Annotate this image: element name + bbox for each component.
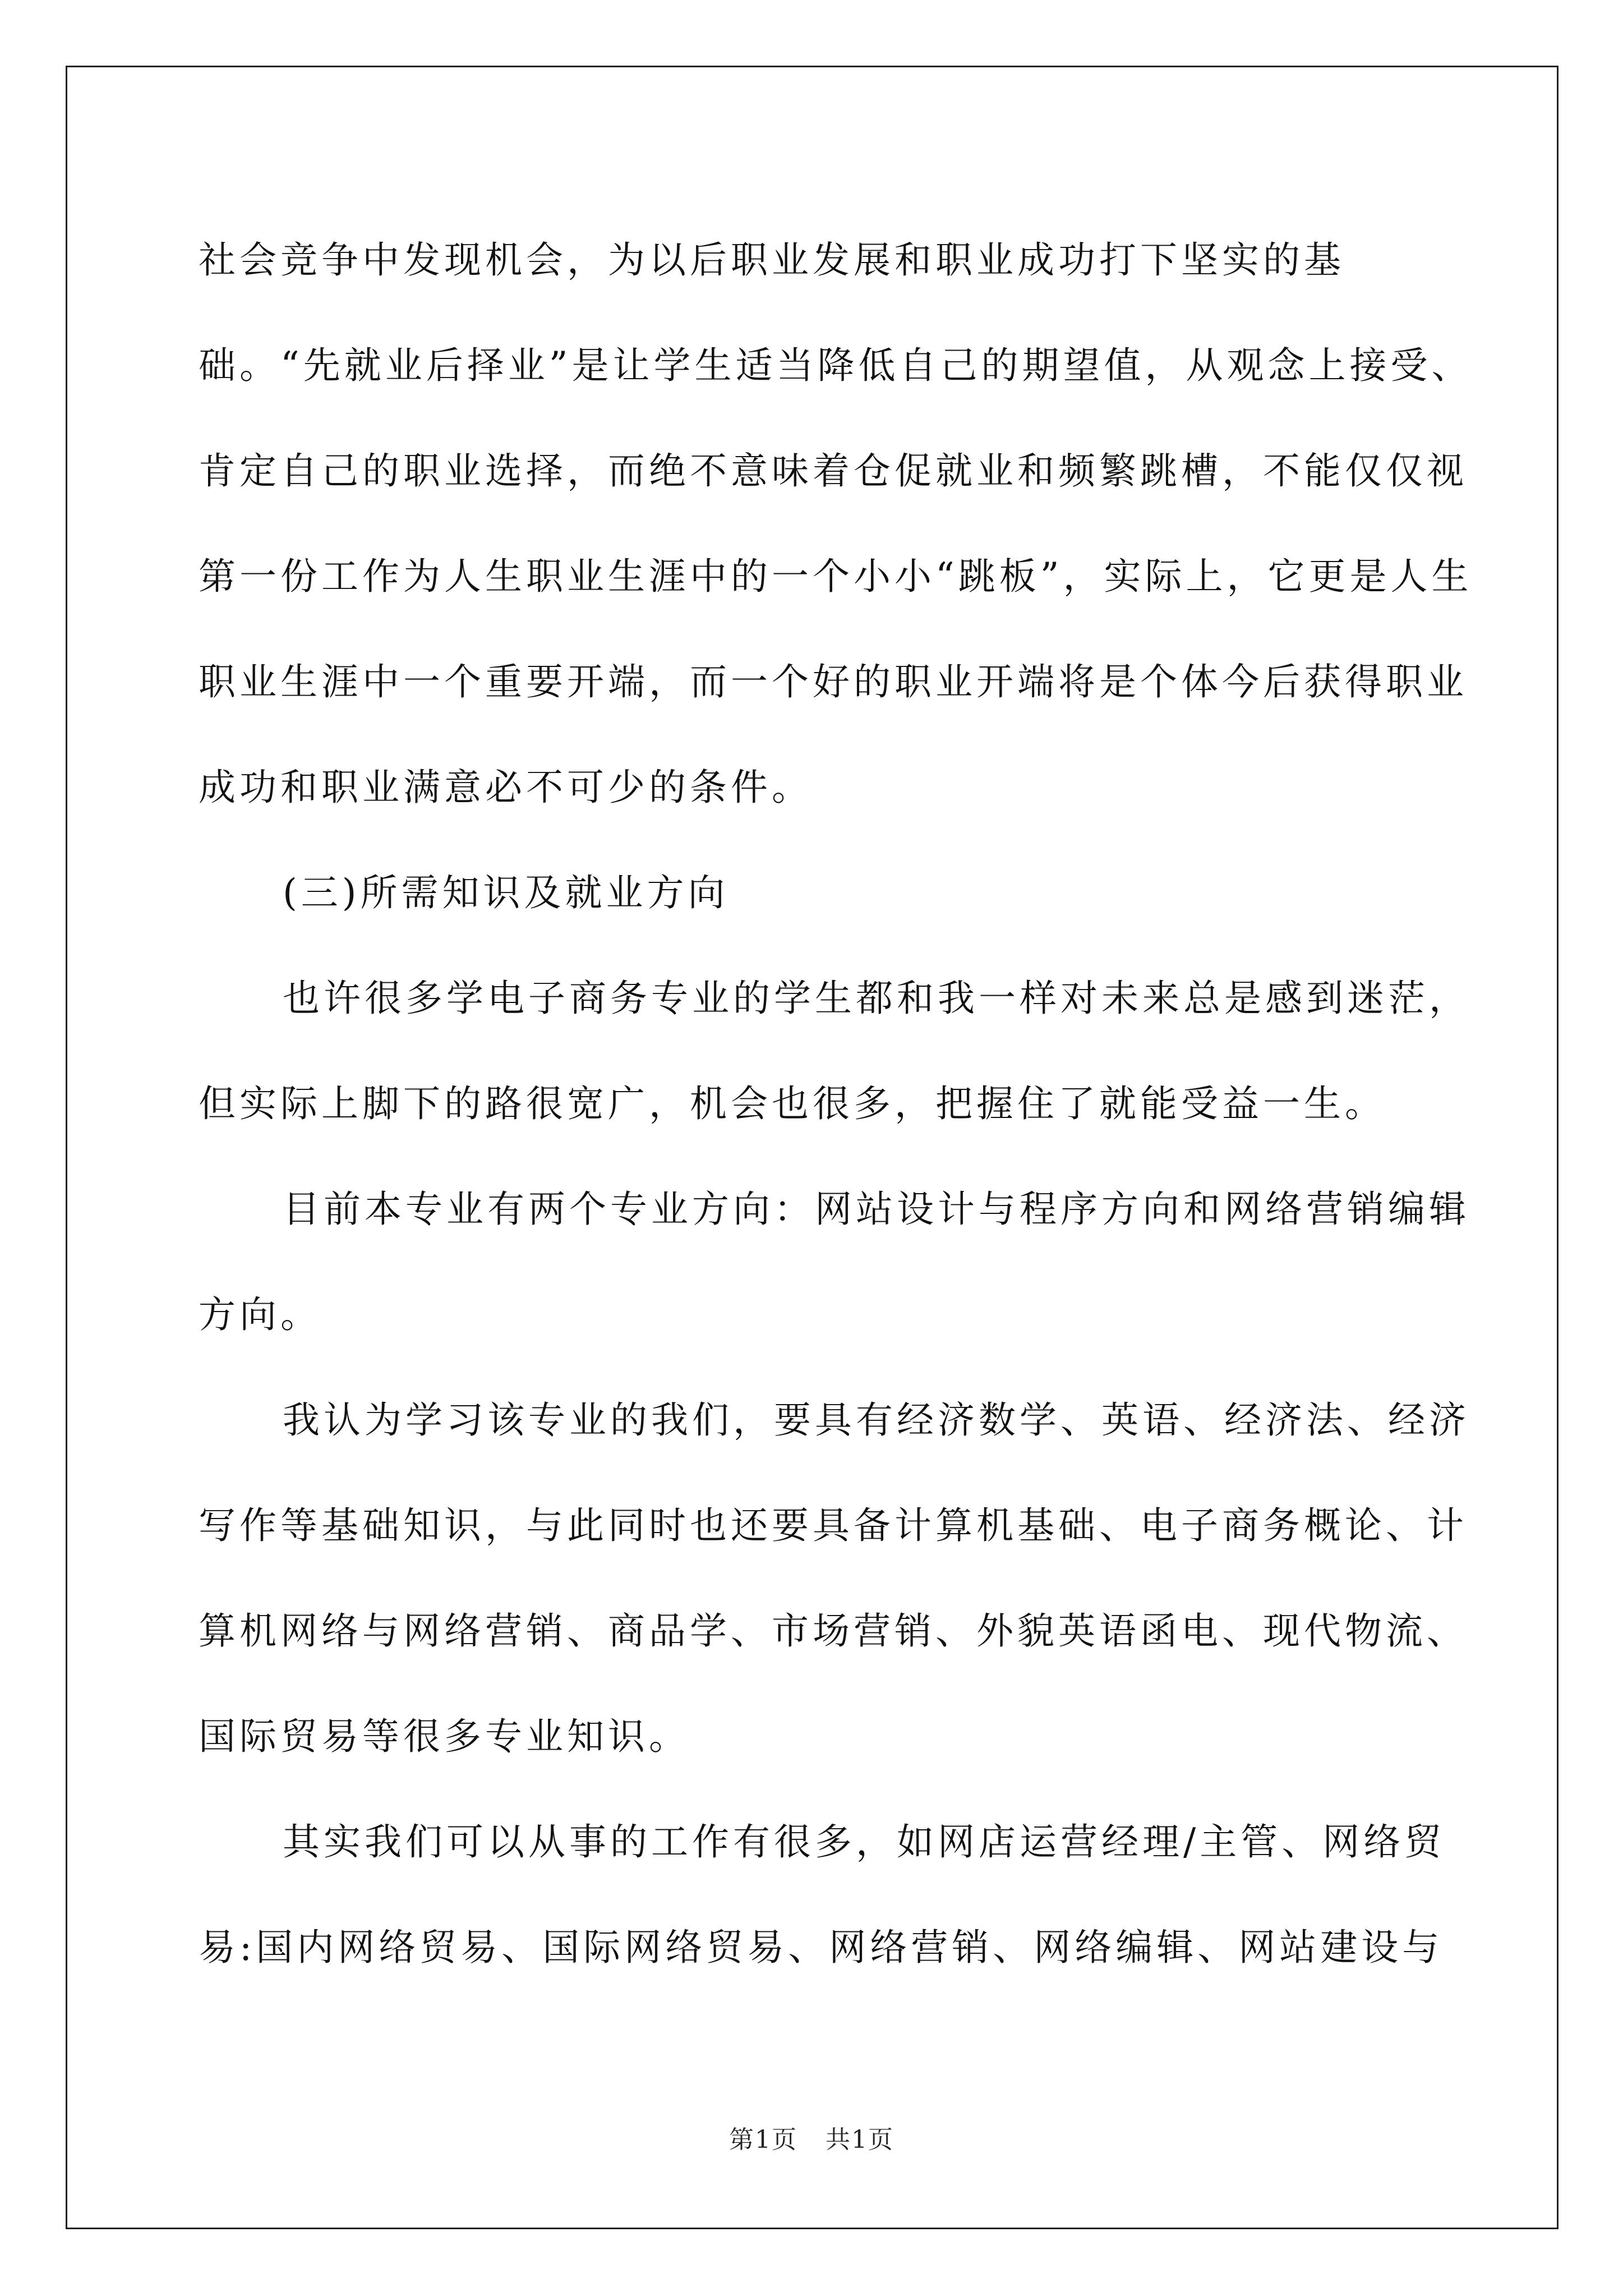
paragraph-3: 也许很多学电子商务专业的学生都和我一样对未来总是感到迷茫，但实际上脚下的路很宽广，机会也很多，把握住了就能受益一生。 <box>199 977 1470 1125</box>
paragraph-5: 我认为学习该专业的我们，要具有经济数学、英语、经济法、经济写作等基础知识，与此同时也还要具备计算机基础、电子商务概论、计算机网络与网络营销、商品学、市场营销、外貌英语函电、现代物流、国际贸易等很多专业知识。 <box>199 1398 1470 1758</box>
page-total: 共1页 <box>826 2125 894 2154</box>
page-number: 第1页 <box>729 2125 797 2154</box>
page-footer <box>0 2119 1623 2155</box>
document-body <box>199 208 1488 2000</box>
paragraph-4: 目前本专业有两个专业方向：网站设计与程序方向和网络营销编辑方向。 <box>199 1188 1470 1336</box>
section-heading: (三)所需知识及就业方向 <box>283 871 729 914</box>
paragraph-6: 其实我们可以从事的工作有很多，如网店运营经理/主管、网络贸易:国内网络贸易、国际网络贸易、网络营销、网络编辑、网站建设与 <box>199 1820 1446 1969</box>
paragraph-1: 社会竞争中发现机会，为以后职业发展和职业成功打下坚实的基础。“先就业后择业”是让学生适当降低自己的期望值，从观念上接受、肯定自己的职业选择，而绝不意味着仓促就业和频繁跳槽，不能仅仅视第一份工作为人生职业生涯中的一个小小“跳板”，实际上，它更是人生职业生涯中一个重要开端，而一个好的职业开端将是个体今后获得职业成功和职业满意必不可少的条件。 <box>199 238 1473 809</box>
